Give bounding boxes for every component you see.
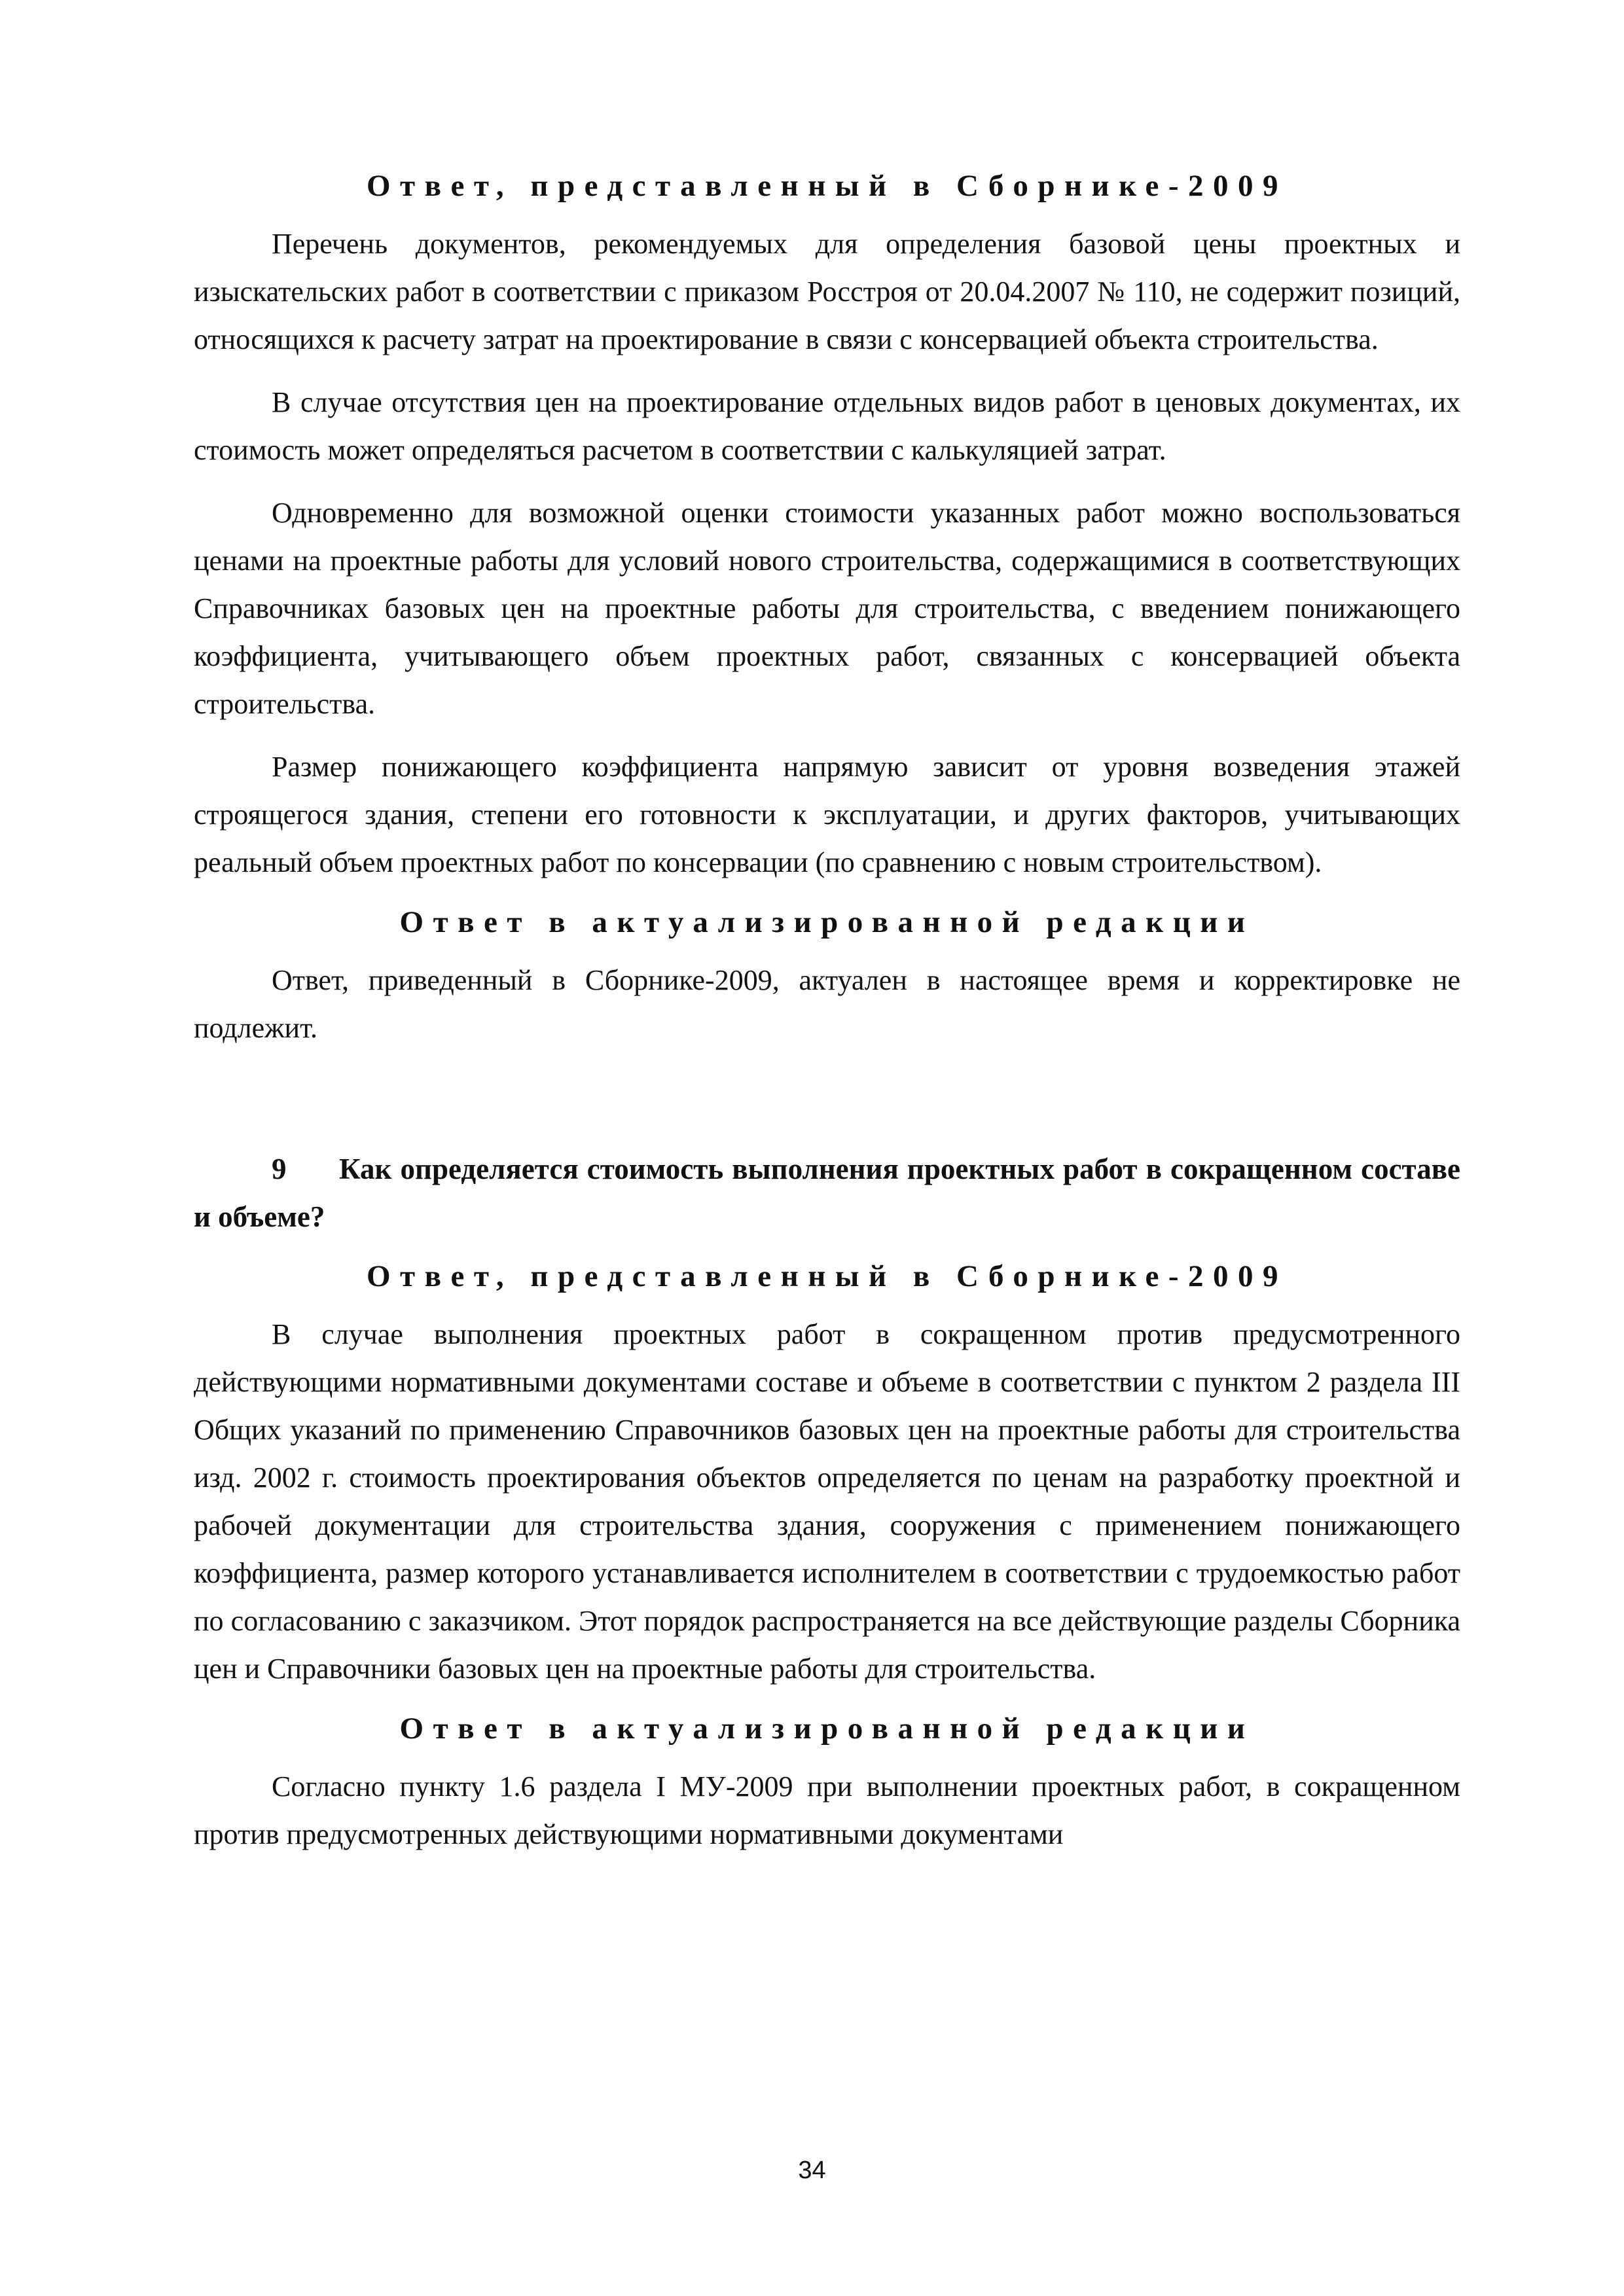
question-text: Как определяется стоимость выполнения проектных работ в сокращенном составе и объеме? (194, 1153, 1460, 1233)
paragraph: Ответ, приведенный в Сборнике-2009, актуален в настоящее время и корректировке не подлежит. (194, 964, 1460, 1044)
heading-answer-updated: Ответ в актуализированной редакции (399, 905, 1255, 939)
paragraph: В случае выполнения проектных работ в сокращенном против предусмотренного действующими нормативными документами составе и объеме в соответствии с пунктом 2 раздела III Общих указаний по применению Справочников базовых цен на проектные работы для строительства изд. 2002 г. стоимость проектирования объектов определяется по ценам на разработку проектной и рабочей документации для строительства здания, сооружения с применением понижающего коэффициента, размер которого устанавливается исполнителем в соответствии с трудоемкостью работ по согласованию с заказчиком. Этот порядок распространяется на все действующие разделы Сборника цен и Справочники базовых цен на проектные работы для строительства. (194, 1318, 1460, 1685)
paragraph: Одновременно для возможной оценки стоимости указанных работ можно воспользоваться ценами на проектные работы для условий нового строительства, содержащимися в соответствующих Справочниках базовых цен на проектные работы для строительства, с введением понижающего коэффициента, учитывающего объем проектных работ, связанных с консервацией объекта строительства. (194, 497, 1460, 720)
heading-answer-updated: Ответ в актуализированной редакции (399, 1712, 1255, 1746)
heading-answer-2009: Ответ, представленный в Сборнике-2009 (366, 1259, 1288, 1293)
heading-answer-2009: Ответ, представленный в Сборнике-2009 (366, 169, 1288, 203)
page-number: 34 (798, 2157, 826, 2184)
paragraph: Размер понижающего коэффициента напрямую зависит от уровня возведения этажей строящегося здания, степени его готовности к эксплуатации, и других факторов, учитывающих реальный объем проектных работ по консервации (по сравнению с новым строительством). (194, 751, 1460, 878)
paragraph: Согласно пункту 1.6 раздела I МУ-2009 при выполнении проектных работ, в сокращенном против предусмотренных действующими нормативными документами (194, 1770, 1460, 1850)
paragraph: В случае отсутствия цен на проектирование отдельных видов работ в ценовых документах, их стоимость может определяться расчетом в соответствии с калькуляцией затрат. (194, 386, 1460, 466)
question-9 (194, 1145, 1460, 1241)
page-content (194, 165, 1460, 1873)
question-number: 9 (272, 1153, 287, 1185)
paragraph: Перечень документов, рекомендуемых для определения базовой цены проектных и изыскательских работ в соответствии с приказом Росстроя от 20.04.2007 № 110, не содержит позиций, относящихся к расчету затрат на проектирование в связи с консервацией объекта строительства. (194, 228, 1460, 355)
